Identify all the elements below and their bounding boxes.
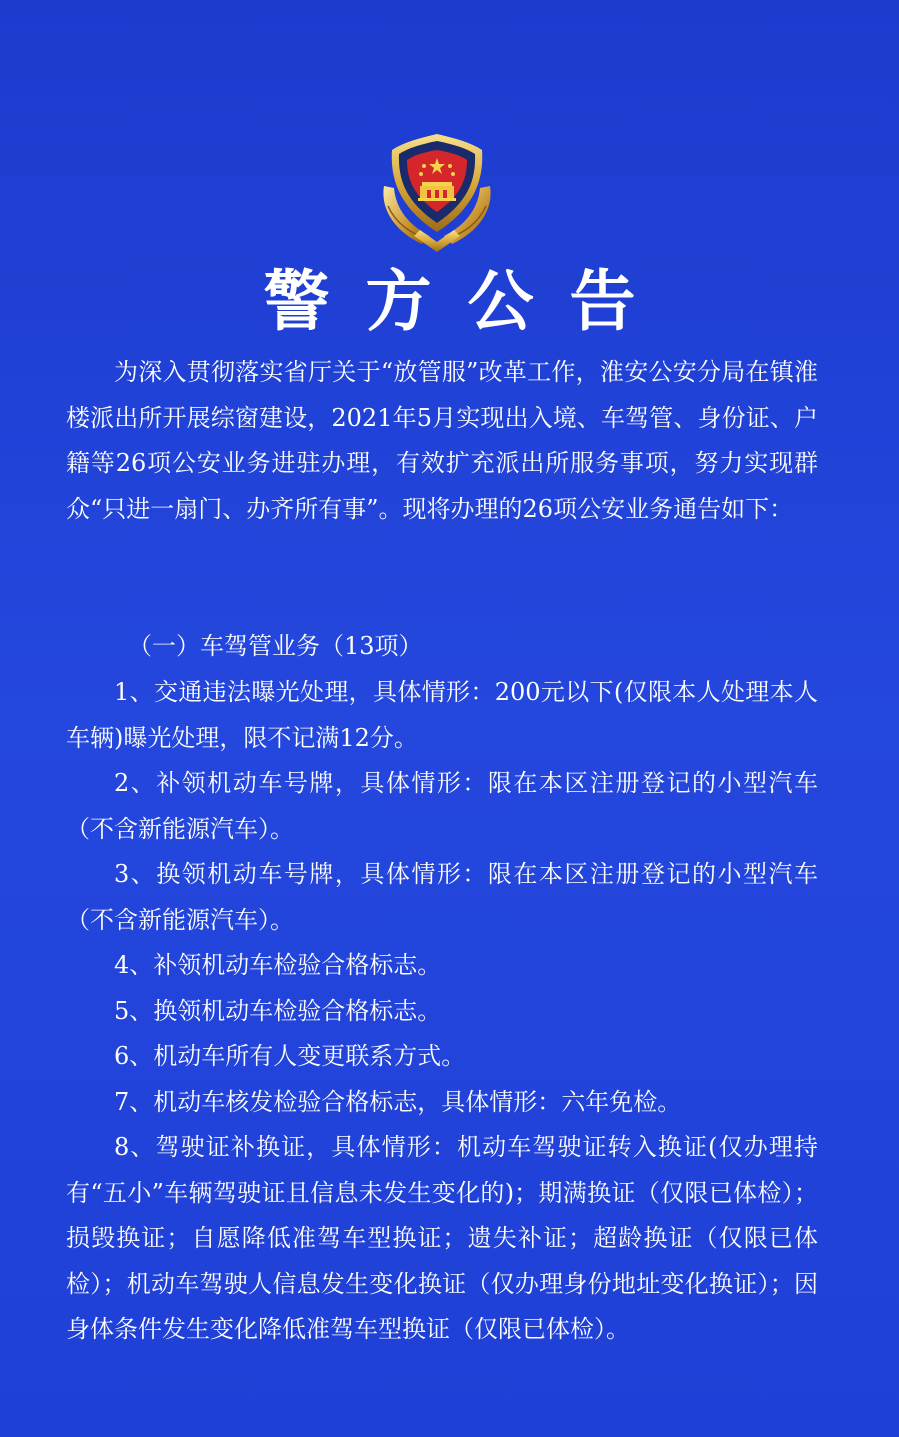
item-list	[66, 670, 818, 1353]
list-item: 6、机动车所有人变更联系方式。	[114, 1042, 466, 1070]
list-item: 3、换领机动车号牌，具体情形：限在本区注册登记的小型汽车（不含新能源汽车）。	[66, 860, 818, 934]
list-item: 4、补领机动车检验合格标志。	[114, 951, 442, 979]
police-emblem-icon	[374, 128, 500, 254]
list-item: 8、驾驶证补换证，具体情形：机动车驾驶证转入换证(仅办理持有“五小”车辆驾驶证且信息未发生变化的)；期满换证（仅限已体检）；损毁换证；自愿降低准驾车型换证；遗失补证；超龄换证（仅限已体检）；机动车驾驶人信息发生变化换证（仅办理身份地址变化换证）；因身体条件发生变化降低准驾车型换证（仅限已体检）。	[66, 1133, 818, 1343]
notice-intro: 为深入贯彻落实省厅关于“放管服”改革工作，淮安公安分局在镇淮楼派出所开展综窗建设，2021年5月实现出入境、车驾管、身份证、户籍等26项公安业务进驻办理，有效扩充派出所服务事项，努力实现群众“只进一扇门、办齐所有事”。现将办理的26项公安业务通告如下：	[66, 358, 818, 523]
list-item: 5、换领机动车检验合格标志。	[114, 996, 442, 1025]
list-item: 7、机动车核发检验合格标志，具体情形：六年免检。	[114, 1087, 682, 1116]
list-item: 2、补领机动车号牌，具体情形：限在本区注册登记的小型汽车（不含新能源汽车）。	[66, 769, 818, 843]
section-heading: （一）车驾管业务（13项）	[128, 632, 423, 660]
list-item: 1、交通违法曝光处理，具体情形：200元以下(仅限本人处理本人车辆)曝光处理，限不记满12分。	[66, 678, 818, 752]
notice-title: 警方公告	[263, 263, 672, 340]
